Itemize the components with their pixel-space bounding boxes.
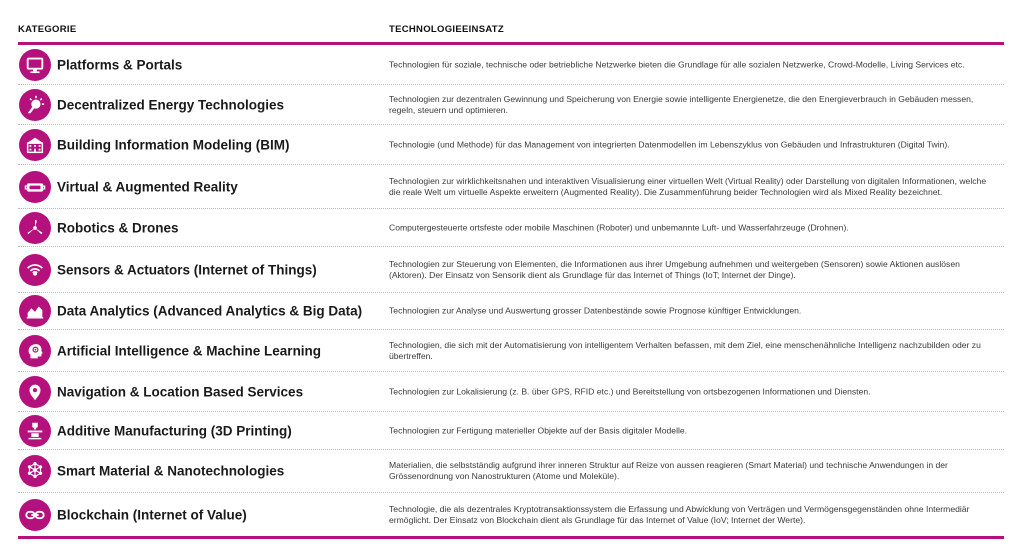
category-description: Technologien zur Steuerung von Elementen, die Informationen aus ihrer Umgebung aufnehmen und weitergeben (Sensoren) sowie Aktionen auslösen (Aktoren). Der Einsatz von Sensorik dient als Grundlage für das Internet of Things (IoT; Internet der Dinge). (389, 258, 960, 280)
table-header (18, 0, 1004, 45)
category-name: Building Information Modeling (BIM) (57, 137, 290, 152)
molecule-icon (19, 455, 51, 487)
table-row (18, 209, 1004, 247)
category-description: Technologien zur dezentralen Gewinnung und Speicherung von Energie sowie intelligente Energienetze, die den Energieverbrauch in Gebäuden messen, regeln, steuern und optimieren. (389, 93, 974, 115)
header-kategorie: KATEGORIE (18, 24, 77, 35)
technology-table (18, 0, 1004, 539)
table-row (18, 330, 1004, 372)
category-name: Sensors & Actuators (Internet of Things) (57, 262, 317, 277)
drone-icon (19, 212, 51, 244)
category-name: Blockchain (Internet of Value) (57, 507, 247, 522)
vr-headset-icon (19, 171, 51, 203)
category-description: Technologien für soziale, technische oder betriebliche Netzwerke bieten die Grundlage für alle sozialen Netzwerke, Crowd-Modelle, Living Services etc. (389, 59, 965, 69)
table-row (18, 125, 1004, 165)
table-row (18, 412, 1004, 450)
category-description: Technologie, die als dezentrales Kryptotransaktionssystem die Erfassung und Abwicklung von Verträgen und Vermögensgegenständen ohne Intermediär ermöglicht. Der Einsatz von Blockchain dient als Grundlage für das Internet of Value (IoV; Internet der Werte). (389, 503, 970, 525)
category-description: Technologien zur Fertigung materieller Objekte auf der Basis digitaler Modelle. (389, 425, 688, 435)
3d-printer-icon (19, 415, 51, 447)
table-row (18, 247, 1004, 293)
category-description: Technologien zur wirklichkeitsnahen und interaktiven Visualisierung einer virtuellen Welt (Virtual Reality) oder Darstellung von digitalen Informationen, welche die reale Welt um virtuelle Aspekte erweitern (Augmented Reality). Die Zusammenführung beider Technologien wird als Mixed Reality bezeichnet. (389, 175, 987, 197)
category-name: Data Analytics (Advanced Analytics & Big Data) (57, 303, 363, 319)
category-name: Smart Material & Nanotechnologies (57, 463, 285, 479)
category-name: Navigation & Location Based Services (57, 384, 304, 399)
ai-head-icon (19, 335, 51, 367)
category-name: Virtual & Augmented Reality (57, 179, 238, 194)
category-description: Technologien, die sich mit der Automatisierung von intelligentem Verhalten befassen, mit dem Ziel, eine menschenähnliche Intelligenz nachzubilden oder zu übertreffen. (389, 339, 981, 361)
category-description: Technologien zur Lokalisierung (z. B. über GPS, RFID etc.) und Bereitstellung von ortsbezogenen Informationen und Diensten. (389, 386, 871, 396)
category-name: Artificial Intelligence & Machine Learning (57, 343, 322, 358)
header-technologieeinsatz: TECHNOLOGIEEINSATZ (389, 24, 505, 35)
category-name: Additive Manufacturing (3D Printing) (57, 423, 292, 438)
table-row (18, 450, 1004, 493)
table-row (18, 165, 1004, 209)
table-row (18, 493, 1004, 539)
table-row (18, 85, 1004, 125)
sensor-icon (19, 254, 51, 286)
category-description: Technologien zur Analyse und Auswertung grosser Datenbestände sowie Prognose künftiger Entwicklungen. (389, 305, 802, 316)
category-description: Materialien, die selbstständig aufgrund ihrer inneren Struktur auf Reize von aussen reagieren (Smart Material) und technische Anwendungen in der Grössenordnung von Nanostrukturen (Atome und Moleküle). (389, 460, 948, 481)
table-row (18, 45, 1004, 85)
category-name: Robotics & Drones (57, 220, 179, 235)
building-icon (19, 129, 51, 161)
location-pin-icon (19, 376, 51, 408)
monitor-icon (19, 49, 51, 81)
analytics-icon (19, 295, 51, 327)
chain-icon (19, 499, 51, 531)
energy-icon (19, 89, 51, 121)
table-row (18, 372, 1004, 412)
category-name: Platforms & Portals (57, 57, 183, 72)
table-row (18, 293, 1004, 330)
category-name: Decentralized Energy Technologies (57, 97, 285, 112)
category-description: Technologie (und Methode) für das Management von integrierten Datenmodellen im Lebenszyklus von Gebäuden und Infrastrukturen (Digital Twin). (389, 139, 950, 149)
category-description: Computergesteuerte ortsfeste oder mobile Maschinen (Roboter) und unbemannte Luft- und Wasserfahrzeuge (Drohnen). (389, 222, 849, 232)
